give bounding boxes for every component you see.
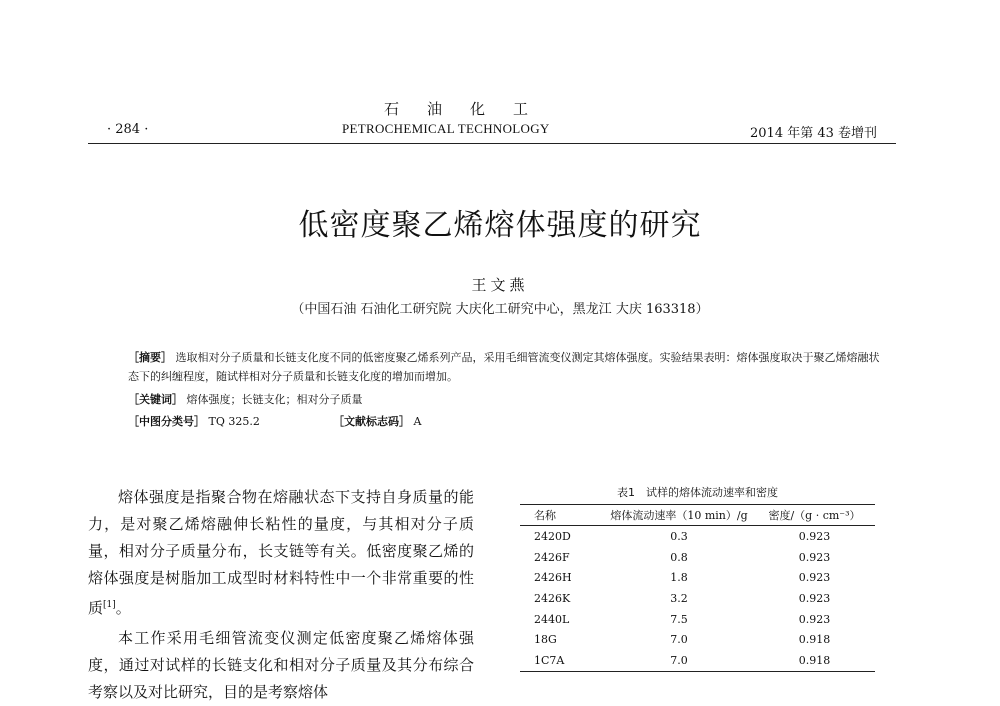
classification-value: TQ 325.2	[205, 415, 260, 428]
table-cell: 7.0	[604, 650, 754, 671]
table-cell: 7.0	[670, 633, 688, 647]
classification-label: ［中图分类号］	[128, 415, 205, 428]
table-caption: 表1 试样的熔体流动速率和密度	[617, 486, 778, 499]
table-cell: 3.2	[670, 591, 688, 605]
table-cell: 0.923	[798, 529, 831, 543]
table-row	[520, 547, 875, 568]
abstract-label: ［摘要］	[128, 351, 172, 364]
document-code	[333, 413, 421, 429]
table-row	[520, 588, 875, 609]
table-header-cell: 名称	[520, 505, 604, 526]
document-code-label: ［文献标志码］	[333, 415, 410, 428]
abstract	[128, 348, 880, 386]
table-cell: 0.918	[798, 633, 831, 647]
table-header-cell: 密度/（g · cm⁻³）	[754, 505, 875, 526]
table-header-row	[520, 505, 875, 526]
table-cell: 2426F	[534, 550, 570, 564]
classification	[128, 413, 260, 429]
table-cell: 0.923	[798, 571, 831, 585]
table-cell: 2420D	[534, 529, 571, 543]
table-cell: 0.3	[670, 529, 688, 543]
author-affiliation: （中国石油 石油化工研究院 大庆化工研究中心，黑龙江 大庆 163318）	[291, 302, 709, 317]
body-paragraph	[88, 484, 474, 622]
table-cell: 1C7A	[520, 650, 604, 671]
table-cell: 18G	[534, 633, 557, 647]
citation-ref: [1]	[103, 600, 116, 610]
table-cell: 7.5	[670, 612, 688, 626]
article-title: 低密度聚乙烯熔体强度的研究	[298, 208, 702, 243]
keywords-label: ［关键词］	[128, 393, 183, 406]
table-row	[520, 567, 875, 588]
table-row	[520, 629, 875, 650]
table-cell: 2426K	[534, 591, 571, 605]
journal-name-en: PETROCHEMICAL TECHNOLOGY	[342, 121, 550, 136]
keywords-text: 熔体强度；长链支化；相对分子质量	[183, 393, 363, 406]
body-paragraph: 本工作采用毛细管流变仪测定低密度聚乙烯熔体强度，通过对试样的长链支化和相对分子质量及其分布综合考察以及对比研究，目的是考察熔体	[88, 629, 474, 701]
body-text	[88, 484, 474, 706]
table-cell: 0.923	[798, 612, 831, 626]
header-rule	[88, 143, 896, 144]
article-author: 王文燕	[471, 276, 529, 294]
table-cell: 0.8	[670, 550, 688, 564]
table-header-cell: 熔体流动速率（10 min）/g	[604, 505, 754, 526]
table-row	[520, 650, 875, 671]
journal-name-cn: 石油化工	[384, 100, 557, 118]
body-para1-text: 熔体强度是指聚合物在熔融状态下支持自身质量的能力，是对聚乙烯熔融伸长粘性的量度，与其相对分子质量，相对分子质量分布，长支链等有关。低密度聚乙烯的熔体强度是树脂加工成型时材料特性中一个非常重要的性质	[88, 488, 474, 617]
page-number: · 284 ·	[107, 122, 149, 137]
document-code-value: A	[410, 415, 422, 428]
table-cell: 0.918	[754, 650, 875, 671]
table-cell: 2426H	[534, 571, 572, 585]
table-cell: 0.923	[798, 591, 831, 605]
table-row	[520, 526, 875, 547]
abstract-text: 选取相对分子质量和长链支化度不同的低密度聚乙烯系列产品，采用毛细管流变仪测定其熔体强度。实验结果表明：熔体强度取决于聚乙烯熔融状态下的纠缠程度，随试样相对分子质量和长链支化度的增加而增加。	[128, 351, 880, 383]
table-cell: 2440L	[534, 612, 570, 626]
data-table	[520, 504, 875, 672]
body-para1-end: 。	[115, 599, 131, 617]
table-cell: 0.923	[798, 550, 831, 564]
keywords	[128, 391, 363, 407]
volume-info: 2014 年第 43 卷增刊	[750, 126, 878, 141]
table-cell: 1.8	[670, 571, 688, 585]
table-row	[520, 609, 875, 630]
